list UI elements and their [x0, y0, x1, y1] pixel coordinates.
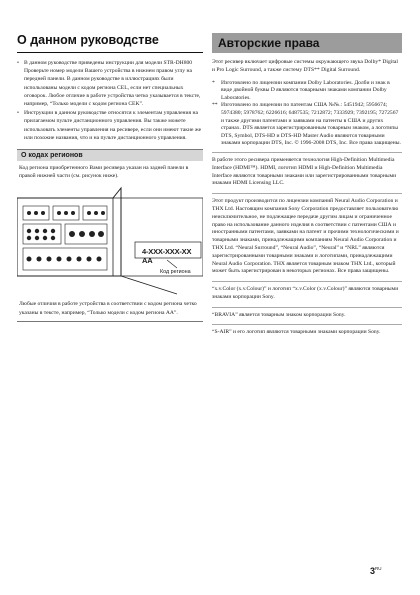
- region-code-label: 4-XXX-XXX-XX AA: [142, 247, 192, 266]
- region-note: Любые отличия в работе устройства в соответствии с кодом региона четко указаны в тексте, например, “Только модели с кодом региона AA”.: [17, 300, 203, 321]
- rear-panel-illustration: [17, 184, 203, 300]
- section-title-about: О данном руководстве: [17, 33, 203, 53]
- divider: [212, 152, 402, 153]
- copyright-intro: Этот ресивер включает цифровые системы окружающего звука Dolby* Digital и Pro Logic Surround, а также систему DTS** Digital Surround.: [212, 59, 398, 73]
- right-column: [212, 33, 402, 342]
- paragraph-sair: “S-AIR” и его логотип являются товарными знаками корпорации Sony.: [212, 329, 381, 336]
- region-heading: О кодах регионов: [17, 150, 203, 161]
- footnote-text: Изготовлено по лицензии по патентам США №№.: 5451942; 5956674; 5974380; 5978762; 6226616; 6487535; 7212872; 7333929; 7392195; 7272567 и также другими патентами и заявками на патенты в США и других странах. DTS является зарегистрированным товарным знаком, а логотипы DTS, Symbol, DTS-HD и DTS-HD Master Audio являются товарными знаками корпорации DTS, Inc. © 1996-2008 DTS, Inc. Все права защищены.: [221, 102, 401, 147]
- footnote-dolby: [212, 80, 402, 103]
- page-language-code: RU: [375, 566, 382, 571]
- region-code-caption: Код региона: [160, 269, 191, 276]
- divider: [212, 324, 402, 325]
- section-title-copyright: Авторские права: [212, 33, 402, 53]
- bullet-item: • Инструкции в данном руководстве относятся к элементам управления на прилагаемом пульте дистанционного управления. Вы также можете использовать элементы управления на ресивере, если они имеют такие же или похожие названия, что и на пульте дистанционного управления.: [17, 109, 203, 142]
- paragraph-hdmi: В работе этого ресивера применяется технология High-Definition Multimedia Interface (HDMI™). HDMI, логотип HDMI и High-Definition Multimedia Interface являются товарными знаками или зарегистрированными товарными знаками HDMI Licensing LLC.: [212, 156, 397, 187]
- divider: [212, 193, 402, 194]
- paragraph-xvcolor: “x.v.Color (x.v.Colour)” и логотип “x.v.Color (x.v.Colour)” являются товарными знаками корпорации Sony.: [212, 286, 399, 300]
- divider: [212, 307, 402, 308]
- divider: [212, 281, 402, 282]
- footnote-text: Изготовлено по лицензии компании Dolby Laboratories. Долби и знак в виде двойной буквы D являются товарными знаками компании Dolby Laboratories.: [221, 79, 390, 101]
- page-number: [370, 566, 382, 576]
- rear-panel-drawing: [17, 184, 203, 300]
- footnote-mark: *: [212, 79, 215, 86]
- left-column: [17, 33, 203, 322]
- region-code-section: [17, 149, 203, 322]
- region-text: Код региона приобретенного Вами ресивера указан на задней панели в правой нижней части (см. рисунок ниже).: [19, 165, 189, 180]
- paragraph-neural-thx: Этот продукт производится по лицензии компаний Neural Audio Corporation и THX Ltd. Настоящим компания Sony Corporation предоставляет пользователю неисключительное, не подлежащее передаче другим лицам и ограниченное право на использование данного изделия в соответствии с патентами США и иностранными патентами, заявками на патент и прочими технологическими и товарными знаками, принадлежащими компаниям Neural Audio Corporation и THX Ltd. “Neural Surround”, “Neural Audio”, “Neural” и “NRL” являются зарегистрированными товарными знаками и логотипами, принадлежащими Neural Audio Corporation. THX является товарным знаком THX Ltd., который может быть зарегистрирован в некоторых регионах. Все права защищены.: [212, 198, 399, 275]
- paragraph-bravia: “BRAVIA” является товарным знаком корпорации Sony.: [212, 311, 346, 318]
- page-number-value: 3: [370, 566, 376, 576]
- footnote-dts: [212, 102, 402, 148]
- footnote-mark: **: [212, 102, 218, 109]
- bullet-item: • В данном руководстве приведены инструкции для модели STR-DH800 Проверьте номер модели Вашего устройства в нижнем правом углу на передней панели. В данном руководстве в иллюстрациях были использованы модели с кодом региона CEL, если нет специальных оговорок. Любое отличие в работе устройства четко указывается в тексте, например, “Только модели с кодом региона CEK”.: [17, 59, 203, 108]
